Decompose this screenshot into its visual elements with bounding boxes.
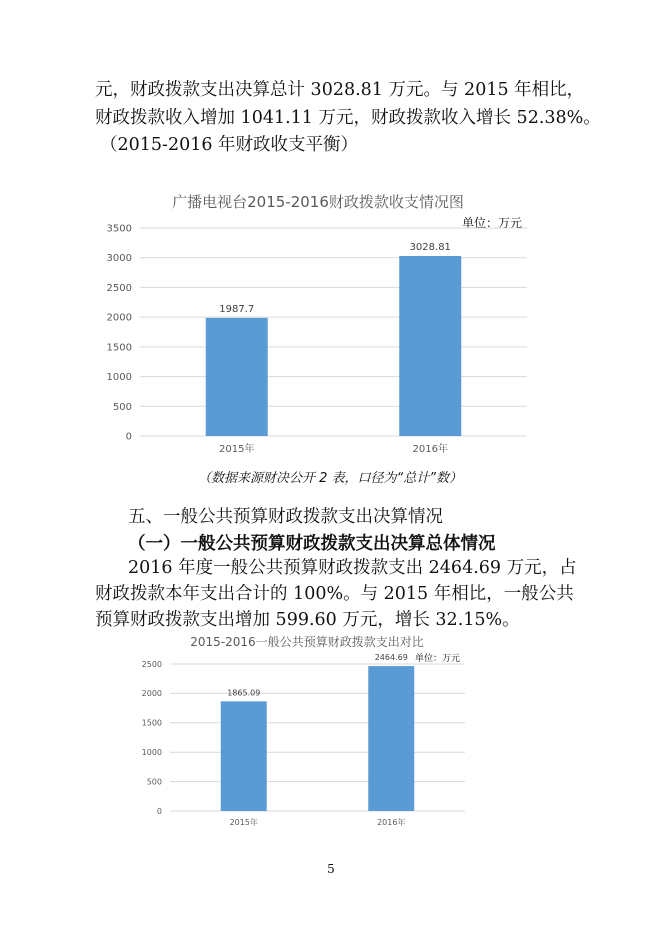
y-tick-label: 500 bbox=[146, 777, 162, 787]
body-line-2: 财政拨款本年支出合计的 100%。与 2015 年相比，一般公共 bbox=[95, 584, 574, 604]
chart-1 bbox=[90, 185, 540, 460]
page-number: 5 bbox=[327, 862, 335, 876]
x-tick-label: 2015年 bbox=[229, 818, 258, 827]
data-label: 3028.81 bbox=[409, 242, 451, 254]
x-tick-label: 2016年 bbox=[412, 444, 448, 455]
y-tick-label: 0 bbox=[156, 806, 162, 816]
unit-label: 单位：万元 bbox=[414, 654, 460, 664]
body-line-1: 2016 年度一般公共预算财政拨款支出 2464.69 万元，占 bbox=[128, 558, 577, 578]
y-tick-label: 3000 bbox=[106, 253, 132, 265]
x-tick-label: 2016年 bbox=[377, 818, 406, 827]
unit-label: 单位：万元 bbox=[461, 216, 522, 230]
intro-line-1: 元，财政拨款支出决算总计 3028.81 万元。与 2015 年相比， bbox=[95, 80, 585, 100]
y-tick-label: 1000 bbox=[141, 748, 162, 757]
intro-line-3: （2015-2016 年财政收支平衡） bbox=[100, 135, 359, 155]
chart-title: 广播电视台2015-2016财政拨款收支情况图 bbox=[172, 193, 464, 211]
data-label: 1865.09 bbox=[227, 688, 261, 698]
y-tick-label: 2000 bbox=[106, 312, 132, 324]
chart-title: 2015-2016一般公共预算财政拨款支出对比 bbox=[190, 635, 424, 649]
bar bbox=[368, 666, 414, 811]
bar bbox=[399, 256, 461, 436]
section-heading: 五、一般公共预算财政拨款支出决算情况 bbox=[128, 507, 443, 527]
y-tick-label: 500 bbox=[112, 401, 132, 413]
intro-line-2: 财政拨款收入增加 1041.11 万元，财政拨款收入增长 52.38%。 bbox=[95, 108, 601, 128]
bar bbox=[206, 318, 268, 436]
y-tick-label: 2500 bbox=[106, 282, 132, 294]
body-line-3: 预算财政拨款支出增加 599.60 万元，增长 32.15%。 bbox=[95, 610, 520, 630]
data-label: 1987.7 bbox=[219, 303, 255, 315]
chart-1-caption: （数据来源财决公开 2 表，口径为“总计”数） bbox=[197, 471, 462, 486]
y-tick-label: 2000 bbox=[141, 689, 162, 699]
sub-heading: （一）一般公共预算财政拨款支出决算总体情况 bbox=[128, 534, 496, 554]
y-tick-label: 0 bbox=[125, 431, 132, 443]
y-tick-label: 2500 bbox=[141, 659, 162, 669]
bar bbox=[221, 701, 267, 811]
y-tick-label: 1500 bbox=[106, 342, 132, 354]
y-tick-label: 1000 bbox=[106, 372, 132, 384]
data-label: 2464.69 bbox=[374, 653, 408, 663]
y-tick-label: 3500 bbox=[106, 223, 132, 235]
y-tick-label: 1500 bbox=[141, 718, 162, 728]
chart-2 bbox=[135, 628, 480, 830]
x-tick-label: 2015年 bbox=[219, 444, 255, 455]
